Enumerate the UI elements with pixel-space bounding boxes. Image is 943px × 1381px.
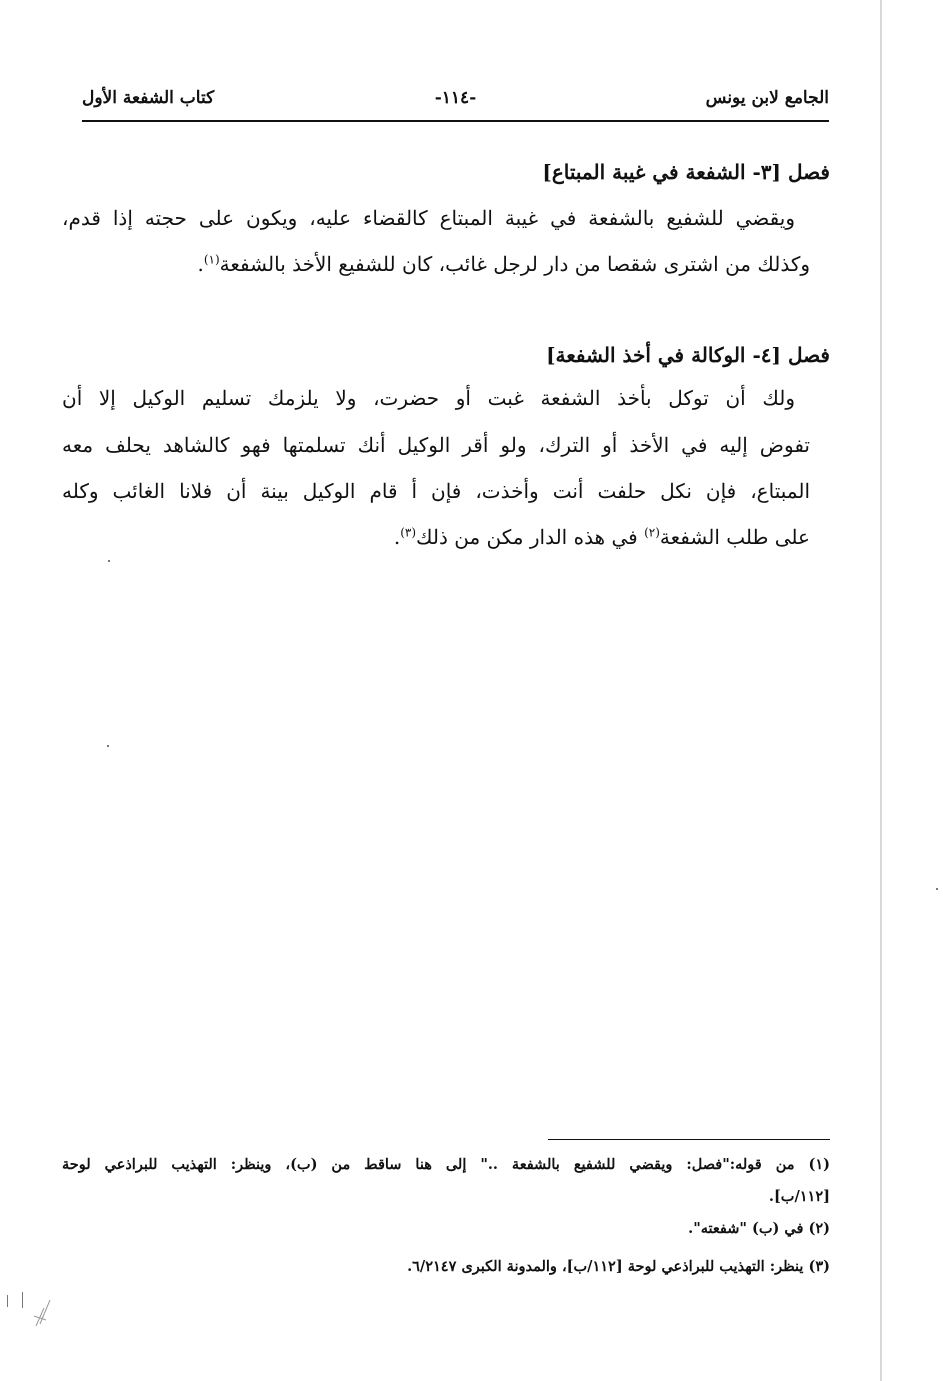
scan-speck [22, 1292, 23, 1308]
page-number: -١١٤- [434, 88, 477, 108]
footnote-continuation: [١١٢/ب]. [768, 1188, 830, 1205]
paragraph-text: على طلب الشفعة [659, 525, 810, 549]
sentence-end: . [197, 252, 204, 276]
paragraph-line: المبتاع، فإن نكل حلفت أنت وأخذت، فإن أ قام الوكيل بينة أن فلانا الغائب وكله [62, 479, 810, 503]
running-chapter-title: كتاب الشفعة الأول [82, 88, 215, 108]
paragraph-text: وكذلك من اشترى شقصا من دار لرجل غائب، كان للشفيع الأخذ بالشفعة [219, 252, 810, 276]
footnote: (٣) ينظر: التهذيب للبراذعي لوحة [١١٢/ب]، والمدونة الكبرى ٦/٢١٤٧. [407, 1258, 830, 1275]
paragraph-line: ويقضي للشفيع بالشفعة في غيبة المبتاع كالقضاء عليه، ويكون على حجته إذا قدم، [62, 206, 795, 230]
footnote: (٢) في (ب) "شفعته". [688, 1220, 830, 1237]
footnote-separator [548, 1139, 830, 1140]
paragraph-line [62, 252, 810, 276]
header-rule [82, 120, 829, 122]
page-edge-shadow [880, 0, 882, 1381]
paragraph-text: في هذه الدار مكن من ذلك [416, 525, 645, 549]
section-heading: فصل [٣- الشفعة في غيبة المبتاع] [542, 160, 830, 184]
footnote-ref: (١) [203, 252, 220, 267]
section-heading: فصل [٤- الوكالة في أخذ الشفعة] [546, 343, 830, 367]
scan-speck [936, 888, 938, 890]
pencil-mark [30, 1290, 60, 1330]
paragraph-line: ولك أن توكل بأخذ الشفعة غبت أو حضرت، ولا يلزمك تسليم الوكيل إلا أن [62, 386, 795, 410]
paragraph-line: تفوض إليه في الأخذ أو الترك، ولو أقر الوكيل أنك تسلمتها فهو كالشاهد يحلف معه [62, 433, 810, 457]
footnote: (١) من قوله:"فصل: ويقضي للشفيع بالشفعة .." إلى هنا ساقط من (ب)، وينظر: التهذيب للبراذعي لوحة [62, 1156, 830, 1173]
scan-speck [7, 1295, 8, 1307]
footnote-ref: (٢) [644, 525, 660, 540]
scan-speck [107, 745, 109, 747]
sentence-end: . [393, 525, 401, 549]
scan-speck [108, 560, 110, 562]
footnote-ref: (٣) [400, 525, 417, 540]
paragraph-line [62, 525, 810, 549]
page-header [82, 84, 829, 120]
running-book-title: الجامع لابن يونس [705, 88, 829, 108]
